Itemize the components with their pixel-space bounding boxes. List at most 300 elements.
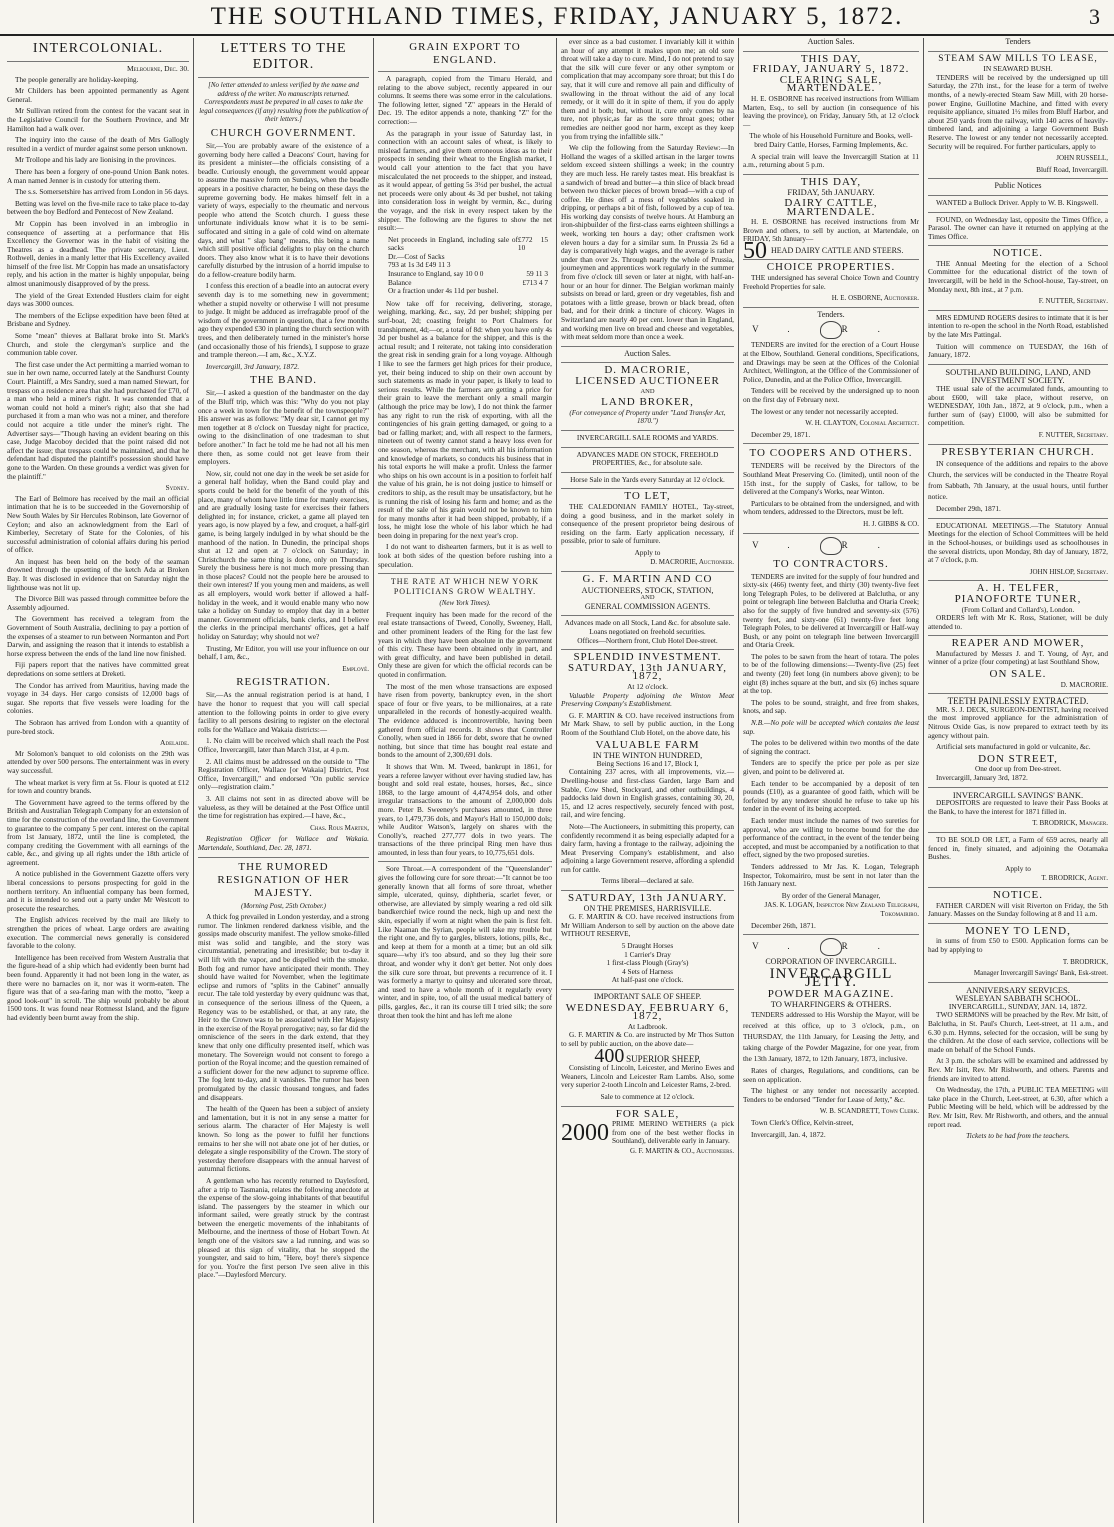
divider (743, 307, 919, 308)
account-rows (388, 236, 548, 296)
ad-text: At Ladbrook. (627, 1021, 668, 1031)
paragraph: Mr Childers has been appointed permanently as Agent General. (7, 86, 189, 104)
paragraph: A notice published in the Government Gazette offers very liberal concessions to persons prospecting for gold in the northern territory. An influential company has been formed, and it is intended to send out a party under Mr Westcott to prosecute the researches. (7, 869, 189, 913)
dateline: Melbourne, Dec. 30. (126, 64, 189, 73)
paragraph: As the paragraph in your issue of Saturday last, in connection with an account sales of wheat, is likely to mislead farmers, and give them erroneous ideas as to their prospects in sending their wheat to the English market, I would call your attention to the fact that you have miscalculated the net proceeds to the shipper, and instead, as it would appear, of getting 5s 3½d per bushel, the actual net proceeds were only about 4s 3d per bushel, not taking into consideration loss in weight by vermin, &c., during the voyage, and the risk in every respect taken by the shipper. The following are the figures to show the net result:— (378, 128, 552, 233)
ad-text: At 3 p.m. the scholars will be examined and addressed by Rev. Mr Isitt, Rev. Mr Rishworth, and others. Parents and friends are invited to attend. (928, 1056, 1108, 1083)
paragraph: Sir,—As the annual registration period is at hand, I have the honor to request that you will call special attention to the following points in order to give every facility to all persons desiring to register on the electoral rolls for the Wallace and Wakaia districts:— (198, 690, 369, 734)
ad-heading: TEETH PAINLESSLY EXTRACTED. (947, 696, 1089, 707)
column-public-notices (925, 38, 1111, 1523)
letter-date: Invercargill, 3rd January, 1872. (206, 361, 300, 371)
ad-text: TENDERS are invited for the supply of four hundred and sixty-six (466) twenty feet, and thirty (30) twenty-five feet long Telegraph Poles, to be delivered at Balclutha, or any point or telegraph line between Balclutha and Otaria Creek; also for the supply of five hundred and seventy-six (576) twenty feet, and sixty-one (61) twenty-five feet long Telegraph Poles, to be delivered at Invercargill or Half-way Bush, or any point on telegraph line between Invercargill and Otaria Creek. (743, 571, 919, 650)
divider (928, 832, 1108, 833)
ad-text: H. E. OSBORNE has received instructions from William Marten, Esq., to sell by auction (in consequence of his leaving the province), on Friday, January 5th, at 12 o'clock— (743, 93, 919, 129)
paragraph: The people generally are holiday-keeping. (15, 74, 139, 84)
column-auctions (558, 38, 737, 1523)
paragraph: Frequent inquiry has been made for the record of the real estate transactions of Tweed, Conolly, Sweeney, Hall, and other prominent leaders of the Ring for the last few years in which they have been absolute in the government of this city. These have been obtained only in part, and with great difficulty, and have been published in detail. Only these are given for which the official records can be quoted in confirmation. (378, 609, 552, 679)
section-heading: INTERCOLONIAL. (32, 41, 164, 56)
ad-signature: T. BRODRICK, (1062, 957, 1108, 966)
paragraph-list (198, 913, 369, 1280)
paragraph-list (7, 495, 189, 736)
ad-heading: LICENSED AUCTIONEER (575, 374, 720, 387)
divider (561, 472, 734, 473)
paragraph: Fiji papers report that the natives have committed great depredations on some settlers at Dreketi. (7, 660, 189, 678)
letter-heading: THE BAND. (249, 374, 318, 387)
ad-signature: H. J. GIBBS & CO. (863, 519, 919, 528)
divider (561, 362, 734, 363)
paragraph: 3. All claims not sent in as directed above will be valueless, as they will be detained at the Post Office until the time for registration has expired.—I have, &c., (198, 793, 369, 821)
ad-text: The highest or any tender not necessarily accepted. Tenders to be endorsed "Tender for Lease of Jetty," &c. (743, 1086, 919, 1104)
ad-text: THE Annual Meeting for the election of a School Committee for the educational district of the town of Invercargill, will be held in the School-house, Tay-street, on Monday next, 8th inst., at 7 p.m. (928, 258, 1108, 294)
ad-text: FOUND, on Wednesday last, opposite the Times Office, a Parasol. The owner can have it returned on applying at the Times Office. (928, 214, 1108, 241)
paragraph-list (198, 691, 369, 820)
ad-text: Tuition will commence on TUESDAY, the 16th of January, 1872. (928, 341, 1108, 360)
paragraph: Now, sir, could not one day in the week be set aside for a general half holiday, when the Band could play and sports could be held for the benefit of the youth of this place, many of whom have little time for manly exercises, and are gradually losing taste for exercises their fathers delighted in; for instance, cricket, a game all played ten years ago, is now played by a few, and croquet, a half-girl game, is being largely indulged in by what should be the manhood of the nation. In Dunedin, the principal shops shut at 12 and open at 7 o'clock on Saturday; in Christchurch the same thing is done, only on Thursday. Surely the business here is not much more pressing than in those places? Could not the people here be aroused to their own interest? If you young men and maidens, as well as all employers, would work better if allowed a half-holiday in the week, and it would enable many who now take a holiday on Sunday to employ that day in a better manner. Government officials, bank clerks, and I believe the clerks in the principal merchants' offices, get a half holiday on Saturday; why should not we? (198, 468, 369, 642)
paragraph: The Divorce Bill was passed through committee before the Assembly adjourned. (7, 594, 189, 612)
paragraph-list (198, 389, 369, 661)
ad-heading: REAPER AND MOWER, (951, 637, 1085, 650)
ad-text: Particulars to be obtained from the undersigned, and with whom tenders, addressed to the Directors, must be left. (743, 498, 919, 517)
royal-seal-icon: V. R. (743, 938, 919, 956)
account-item: Net proceeds in England, including sale of sacks (388, 234, 518, 253)
ad-text: TENDERS are invited for the erection of a Court House at the Elbow, Southland. General conditions, Specifications, and Drawings may be seen at the Offices of the Colonial Architect, Wellington, at the Office of the Commissioner of Police, Dunedin, and at the Police Office, Invercargill. (743, 340, 919, 384)
paragraph-list (198, 142, 369, 360)
section-label: Tenders. (817, 309, 845, 319)
ad-heading: ON THE PREMISES, HARRISVILLE. (583, 903, 712, 913)
ad-signature: W. B. SCANDRETT, Town Clerk. (819, 1107, 919, 1116)
paragraph: I do not want to dishearten farmers, but it is as well to look at both sides of the question before rushing into a speculation. (378, 542, 552, 569)
letter-signature-title: Registration Officer for Wallace and Wakaia. Martendale, Southland, Dec. 28, 1871. (198, 834, 369, 852)
ad-heading: CORPORATION OF INVERCARGILL. (765, 957, 897, 967)
ad-heading: SATURDAY, 13th JANUARY, 1872, (567, 661, 728, 683)
ad-text: Tenders addressed to Mr Jas. K. Logan, Telegraph Inspector, Tokomairiro, must be sent in not later than the 16th January next. (743, 861, 919, 889)
ad-heading: TO CONTRACTORS. (773, 557, 889, 570)
ad-text: By order of the General Manager, (781, 890, 881, 900)
royal-seal-icon: V. R. (743, 321, 919, 339)
divider (928, 693, 1108, 694)
ad-text: The lowest or any tender not necessarily accepted. (751, 406, 899, 416)
ad-heading: VALUABLE FARM (595, 738, 700, 751)
ad-heading: CHOICE PROPERTIES. (766, 261, 896, 274)
column-rule (193, 38, 194, 1523)
ad-text: ORDERS left with Mr K. Ross, Stationer, will be duly attended to. (928, 613, 1108, 631)
paragraph: The inquiry into the cause of the death of Mrs Gallogly resulted in a verdict of murder against some person unknown. (7, 135, 189, 153)
paragraph-list (378, 611, 552, 858)
ad-date: December 26th, 1871. (751, 920, 816, 930)
ad-signature: T. BRODRICK, Agent. (1041, 874, 1108, 883)
divider (561, 989, 734, 990)
ad-text: THE usual sale of the accumulated funds, amounting to about £600, will take place, without reserve, on WEDNESDAY, 10th Jan., 1872, at 9 o'clock, p.m., when a further sum of (say) £1000, will also be submitted for competition. (928, 384, 1108, 428)
ad-text: Consisting of Lincoln, Leicester, and Merino Ewes and Weaners, Lincoln and Leicester Ram Lambs. Also, some very superior 2-tooth Lincoln and Leicester Rams, 2-bred. (561, 1063, 734, 1090)
account-amount: £772 15 10 (517, 234, 548, 253)
paragraph: The yield of the Great Extended Hustlers claim for eight days was 3000 ounces. (7, 290, 189, 309)
ad-heading: TO LET, (624, 490, 671, 503)
paragraph: The Earl of Belmore has received by the mail an official intimation that he is to be succeeded in the Governorship of New South Wales by Sir Hercules Robinson, late Governor of Ceylon; and also an acknowledgment from the Earl of Kimberley, Secretary of State for the Colonies, of his successful administration of colonial affairs during his period of office. (7, 493, 189, 555)
column-rule (556, 38, 557, 1523)
ad-heading: IMPORTANT SALE OF SHEEP. (593, 992, 702, 1001)
paragraph: The Government has received a telegram from the Government of South Australia, declining to pay a portion of the expenses of a steamer to run between Normanton and Port Darwin, and assigning the reason that it intends to establish a horse express between the ends of the land line now finished. (7, 614, 189, 658)
divider (561, 890, 734, 891)
ad-text: in sums of from £50 to £500. Application forms can be had by applying to (928, 936, 1108, 954)
ad-text: The poles to be delivered within two months of the date of signing the contract. (743, 738, 919, 756)
ad-text: MRS EDMUND ROGERS desires to intimate that it is her intention to re-open the school in the North Road, established by the late Mrs Pattingal. (928, 312, 1108, 340)
paragraph-list (378, 865, 552, 1020)
ad-heading: G. F. MARTIN AND CO (582, 573, 713, 586)
paragraph: The s.s. Somersetshire has arrived from London in 56 days. (15, 187, 189, 197)
ad-heading: AUCTIONEERS, STOCK, STATION, (581, 584, 714, 595)
ad-text: Horse Sale in the Yards every Saturday at 12 o'clock. (570, 474, 725, 484)
divider (928, 51, 1108, 52)
divider (378, 861, 552, 862)
account-row (388, 236, 548, 253)
ad-text: The poles to be sound, straight, and free from shakes, knots, and sap. (743, 697, 919, 716)
ad-heading: A. H. TELFER, (976, 582, 1060, 595)
ad-heading: THIS DAY, (800, 52, 862, 65)
ad-heading: HEAD DAIRY CATTLE AND STEERS. (771, 245, 904, 255)
divider (743, 259, 919, 260)
ad-text: Tickets to be had from the teachers. (966, 1131, 1070, 1141)
account-item: Insurance to England, say 10 0 0 (388, 269, 484, 279)
ad-text: WANTED a Bullock Driver. Apply to W. B. Kingswell. (936, 197, 1099, 207)
ad-text: (From Collard and Collard's), London. (961, 604, 1075, 614)
letter-signature: Employé. (342, 664, 369, 673)
ad-signature: JOHN HISLOP, Secretary. (1029, 567, 1108, 576)
ad-heading: FRIDAY, JANUARY 5, 1872. (752, 63, 910, 76)
paragraph: A thick fog prevailed in London yesterday, and a strong rumor. The linkmen rendered darkness visible, and the gossips made obscurity manifest. The yellow smoke-filled mist was solid and tangible, and the story was circumstantial, penetrating and irresistible; but to-day it will lift with the vapor, and be dispelled with the smoke. Both fog and rumor have anticipated their month. They should have waited for November, when the legitimate eclipse and rumors of "splits in the Cabinet" annually recur. The tale told yesterday by every quidnunc was that, in consequence of the serious illness of the Queen, a Regency was to be established, or that, at any rate, the Heir to the Crown was to be associated with Her Majesty in the exercise of the Royal prerogative; nay, so far did the omniscience of the seers in the dark extend, that they knew that only one difficulty presented itself, which was monetary. The Sovereign would not consent to forego a portion of the Royal income; and the question remained of a sufficient dower for the new adjunct to supreme office. The fog lent to-day, and it vanishes. The rumor has been promulgated by the classic thousand tongues, and fades and disappears. (198, 912, 369, 1102)
paragraph: Betting was level on the five-mile race to take place to-day between the boy Bedford and Pentecost of New Zealand. (7, 198, 189, 217)
ad-signature: D. MACRORIE, Auctioneer. (650, 558, 734, 567)
paragraph: The wheat market is very firm at 5s. Flour is quoted at £12 for town and country brands. (7, 777, 189, 796)
ad-heading: GENERAL COMMISSION AGENTS. (584, 601, 711, 611)
ad-text: Loans negotiated on freehold securities. (589, 627, 706, 637)
ad-text: Each tender to be accompanied by a deposit of ten pounds (£10), as a guarantee of good faith, which will be forfeited by any tenderer should he refuse to take up his tender in the event of its being accepted. (743, 778, 919, 814)
paragraph: The English advices received by the mail are likely to strengthen the prices of wheat. Large orders are awaiting execution. The commercial news generally is considered favorable to the colony. (7, 915, 189, 951)
ad-text: Bluff Road, Invercargill. (1036, 164, 1108, 174)
ad-heading: IN SEAWARD BUSH. (983, 64, 1053, 74)
ad-heading: SATURDAY, 13th JANUARY. (567, 892, 728, 905)
section-label: Auction Sales. (624, 348, 671, 358)
ad-heading: DON STREET, (978, 752, 1058, 765)
paragraph: An inquest has been held on the body of the seaman drowned through the upsetting of the ketch Ada at Broken Bay. It was disclosed in evidence that on Saturday night the lighthouse was not lit up. (7, 556, 189, 592)
paragraph: The members of the Eclipse expedition have been fêted at Brisbane and Sydney. (7, 310, 189, 329)
ad-date: December 29, 1871. (751, 429, 811, 439)
paragraph: Mr Sullivan retired from the contest for the vacant seat in the Legislative Council for the Southern Province, and Mr Hamilton had a walk over. (7, 106, 189, 133)
page-number: 3 (1089, 4, 1100, 29)
ad-text: Tenders are to specify the price per pole as per size given, and point to be delivered at. (743, 758, 919, 776)
ad-text: THE CALEDONIAN FAMILY HOTEL, Tay-street, doing a good business, and in the market solely in consequence of the present proprietor being desirous of residing on the farm. Early application necessary, if possible, prior to sale of furniture. (561, 501, 734, 546)
ad-text: ADVANCES MADE ON STOCK, FREEHOLD PROPERTIES, &c., for absolute sale. (576, 449, 719, 468)
account-table (388, 236, 548, 296)
divider (928, 444, 1108, 445)
divider (928, 212, 1108, 213)
paragraph: The Condor has arrived from Mauritius, having made the voyage in 34 days. Her cargo consists of 12,000 bags of sugar. She reports that five vessels were loading for the colonies. (7, 680, 189, 716)
ad-date: Invercargill, Jan. 4, 1872. (751, 1129, 826, 1139)
ad-text: A special train will leave the Invercargill Station at 11 a.m., returning about 5 p.m. (743, 151, 919, 170)
paragraph: It shows that Wm. M. Tweed, bankrupt in 1861, for years a referee lawyer without ever having studied law, has bought and sold real estate, houses, horses, &c., since 1868, to the large amount of 4,474,954 dols, and other irregular transactions to the amount of 2,000,000 dols more. Peter B. Sweeney's purchases amounted, in three years, to 1,479,736 dols, and Mayor's Hall to 150,000 dols; while Auditor Watson's, largely on shares with the Conolly's, reached 277,777 dols in two years. The transactions of the three principal Ring men have thus amounted, in less than four years, to 10,775,651 dols. (378, 761, 552, 857)
newspaper-title: THE SOUTHLAND TIMES, FRIDAY, JANUARY 5, 1872. (210, 3, 904, 30)
account-amount: 59 11 3 (526, 269, 548, 279)
ad-heading: FRIDAY, 5th JANUARY. (787, 187, 875, 198)
divider (928, 245, 1108, 246)
ad-text: Apply to (1005, 863, 1031, 873)
divider (378, 71, 552, 72)
ad-text: IN consequence of the additions and repairs to the above Church, the services will be conducted in the Theatre Royal from Sabbath, 7th January, at the usual hours, until further notice. (928, 459, 1108, 502)
paragraph-list (378, 300, 552, 569)
ad-heading: WESLEYAN SABBATH SCHOOL. (955, 993, 1081, 1004)
paragraph: A paragraph, copied from the Timaru Herald, and relating to the above subject, recently appeared in our columns. It seems there was some error in the calculations. The following letter, signed "Z" appears in the Herald of Dec. 19. The editor appends a note, thanking "Z" for the correction:— (378, 74, 552, 126)
paragraph: Trusting, Mr Editor, you will use your influence on our behalf, I am, &c., (198, 643, 369, 662)
ad-signature: G. F. MARTIN & CO., Auctioneers. (629, 1146, 734, 1155)
column-tenders (740, 38, 922, 1523)
ad-text: Manufactured by Messrs J. and T. Young, of Ayr, and winner of a prize (four competing) at last Southland Show, (928, 648, 1108, 667)
divider (928, 364, 1108, 365)
paragraph: Some "mean" thieves at Ballarat broke into St. Mark's Church, and stole the clergyman's surplice and the communion table cover. (7, 331, 189, 358)
paragraph: Intelligence has been received from Western Australia that the figure-head of a ship which had evidently been burnt had been found. Apparently it had not been long in the water, as there were no barnacles on it, nor was it worm-eaten. The figure was that of a sea-faring man with the motto, "keep a good look-out" in scroll. The ship would probably be about 1500 tons. It was found near Rottnesst Island, and the figure had evidently been burnt away from the ship. (7, 952, 189, 1022)
paragraph: Sir,—You are probably aware of the existence of a governing body here called a Deacons' Court, having for its president a minister—the officials consisting of a beadle. Curiously enough, the government would appear to assume the massive form on Sundays, when the beadle appears in a positive character, he being on these days the supreme governing body. He makes himself felt in a variety of ways, especially to the rheumatic and nervous people who attend the Scotch church. I guess these unfortunate individuals know what it is to be semi-suffocated and sitting in a gale of cold wind on alternate days, and what " slap bang" means, this being a name which still positive official delights to play on the church doors. They also know what it is to have their devotions carefully disturbed by the intrusion of a horrid impulse to do a fellow-creature bodily harm. (198, 140, 369, 279)
masthead (0, 0, 1114, 36)
ad-heading: SOUTHLAND BUILDING, LAND, AND INVESTMENT SOCIETY. (945, 366, 1091, 386)
divider (743, 51, 919, 52)
ad-text: AND (640, 594, 655, 602)
ad-text: Sale to commence at 12 o'clock. (600, 1091, 695, 1101)
royal-seal-icon: V. R. (743, 537, 919, 555)
ad-text: EDUCATIONAL MEETINGS.—The Statutory Annual Meetings for the election of School Committees will be held in the School-houses, or buildings used as schoolhouses in the several districts, upon Monday, 8th day of January, 1872, at 7 o'clock, p.m. (928, 520, 1108, 565)
account-item: Or a fraction under 4s 11d per bushel. (388, 286, 499, 296)
paragraph: ever since as a bad customer. I invariably kill it within an hour of any attempt it makes upon me; an old sore throat will take a day to cure. Mind, I do not pretend to say that the silk will cure fever or any other symptom or complication that may accompany sore throat; but this I do say, that it will cure and remove all pain and difficulty of swallowing in the throat without the aid of any local remedy, or it will do it in spite of them, if you do apply them and it both; but, without it, cure only comes by na ture, not physic,as far as the sore throat goes; other remedies are neither good nor harm, except as they keep you from trying the infallible silk." (561, 38, 734, 141)
account-item: Dr.—Cost of Sacks (388, 251, 445, 261)
divider (378, 573, 552, 574)
ad-heading: NOTICE. (992, 247, 1044, 260)
ad-text: Town Clerk's Office, Kelvin-street, (751, 1118, 854, 1128)
ad-text: Artificial sets manufactured in gold or vulcanite, &c. (936, 742, 1091, 752)
column-rule (373, 38, 374, 1523)
ad-heading: LAND BROKER, (601, 396, 694, 409)
ad-text: G. F. MARTIN & Co. are instructed by Mr Thos Sutton to sell by public auction, on the above date— (561, 1030, 734, 1048)
ad-signature: H. E. OSBORNE, Auctioneer. (831, 294, 919, 303)
ad-text: Being Sections 16 and 17, Block I, (596, 758, 699, 768)
ad-text: H. E. OSBORNE has received instructions from Mr Brown and others, to sell by auction, at Martendale, on FRIDAY, 5th January— (743, 217, 919, 244)
ad-text: Terms liberal—declared at sale. (601, 876, 694, 886)
ad-text: The whole of his Household Furniture and Books, well-bred Dairy Cattle, Horses, Farming Implements, &c. (749, 131, 913, 149)
divider (561, 571, 734, 572)
paragraph: We clip the following from the Saturday Review:—In Holland the wages of a skilled artisan in the larger towns seldom exceed sixteen shillings a week; in the country they are much less. He rarely tastes meat. His breakfast is a sandwich of bread and butter—a thin slice of black bread between two thicker pieces of brown bread—with a cup of coffee. He dines off a mess of vegetables soaked in dripping, or perhaps a bit of fish, followed by a cup of tea. His working day consists of twelve hours. At Hamburg an iron-shipbuilder of the first-class earns eighteen shillings a week, working ten hours a day; other craftsmen work eleven hours a day for a similar sum. In Prussia 2s 6d a day is comparatively high wages, and the average is rather under than over 2s. Through nearly the whole of Prussia, journeymen and apprentices work regularly in the summer from five o'clock till seven or later at night, with half-an-hour or an hour for dinner. The Belgian workman mainly subsists on bread or lard, green or dry vegetables, fish and potatoes with a little grease, brown or black bread, often bad, and for their drink a tincture of chicory. Wages in Switzerland are nearly 40 per cent. lower than in England, and working men live on bread and cheese and vegetables, with meat seldom more than once a week. (561, 143, 734, 342)
divider (743, 934, 919, 935)
ad-text: At half-past one o'clock. (611, 975, 684, 985)
ad-text: Valuable Property adjoining the Winton Meat Preserving Company's Establishment. (561, 690, 734, 709)
ad-text: One door up from Dee-street. (974, 764, 1062, 774)
ad-text: MR. S. J. DECK, SURGEON-DENTIST, having received the most improved appliance for the administration of Nitrous Oxide Gas, is now prepared to extract teeth by its agency without pain. (928, 704, 1108, 740)
paragraph-list (561, 38, 734, 342)
divider (198, 77, 369, 78)
divider (7, 61, 189, 62)
ad-text: TENDERS will be received by the Directors of the Southland Meat Preserving Co. (limited), until noon of the 15th inst., for the supply of Casks, for tallow, to be delivered at the Company's Works, near Winton. (743, 461, 919, 497)
divider (561, 430, 734, 431)
cattle-count: 50 (743, 237, 767, 264)
divider (561, 615, 734, 616)
ad-heading: DAIRY CATTLE, MARTENDALE. (784, 196, 878, 218)
paragraph: Now take off for receiving, delivering, storage, weighing, marking, &c., say, 2d per bushel; shipping per surf-boat, 2d; coasting freight to Port Chalmers for transhipment, 4d;—or, a total of 8d: when you have only 4s 3d per bushel as a balance for the shipper, and this is the actual result; and I reiterate, not taking into consideration the great risk in sending grain for a long voyage. Although I like to see the farmers get high prices for their produce, yet, their being induced to ship on their own account by such statements as made in your paper, is likely to lead to serious results. While the farmers are getting a price for their grain to leave the merchant only a small margin (although the price may be low), I do not think the farmer has any right to run the risk of exporting, with all the contingencies of his grain getting damaged, or going to a bad or falling market; and, with all respect to the farmers, nineteen out of twenty cannot stand a heavy loss even for one season, whereas the merchant, with all his information and knowledge of markets, so conducts his business that in his total exports he will make a profit. Unless the farmer who ships on his own account is in a position to forfeit half the value of his grain, he is not doing justice to himself or creditors to ship, as the result may be unsatisfactory, but he is running the risk of losing his farm and home; and as the result of the sale of his grain would not be known to him for many months after it had been shipped, probably, if a loss, he might lose the whole of his labor which he had been doing in preparing for the next year's crop. (378, 298, 552, 540)
ad-signature: JAS. K. LOGAN, Inspector New Zealand Telegraph, Tokomairiro. (764, 901, 919, 918)
divider (198, 857, 369, 858)
paragraph: 1 Carrier's Dray (624, 949, 671, 959)
divider (561, 649, 734, 650)
ad-date: December 29th, 1871. (936, 504, 1001, 514)
divider (561, 488, 734, 489)
paragraph: A gentleman who has recently returned to Daylesford, after a trip to Tasmania, relates the following anecdote at the expense of the slow-going inhabitants of that beautiful island. The passengers by the steamer in which our informant sailed, were greatly struck by the contrast between the energetic movements of the inhabitants of Melbourne, and the inertness of those of Hobart Town. At length one of the visitors saw a lad running, and was so pleased at this sign of vitality, that he stopped the youngster, and said to him, "Here, boy! there's sixpence for you. You're the first person I've seen alive in this place."—Daylesford Mercury. (198, 1175, 369, 1280)
section-label: Tenders (1005, 38, 1031, 46)
ad-date: Invercargill, January 3rd, 1872. (936, 773, 1028, 782)
sheep-count: 400 (594, 1044, 625, 1067)
paragraph: Sore Throat.—A correspondent of the "Queenslander" gives the following cure for sore throat:—"It cannot be too generally known that all forms of sore throat, whether simple, ulcerated, quinsy, diphtheria, scarlet fever, or otherwise, are alleviated by simply wearing a red old silk bandkerchief twice round the neck, high up and next the skin, especially if worn at night when the pain is first felt. Like Naaman the Syrian, people will take my trouble but the right one, and fly to gargles, blisters, lotions, pills, &c., and keep at them for a month at a time; but an old silk square—why it's too absurd, and so they lug their sore throat, and wonder why it don't get better. Not only does the silk cure sore throat, but prevents a recurrence of it. I was formerly a martyr to quinsy and ulcerated sore throat, and used to have a whole month of it regularly every winter, and in spite, too, of all the usual medical battery of pills, gargles, &c., it ran its course till I tried silk; the sore throat then took the hint and has left me alone (378, 864, 552, 1020)
ad-signature: W. H. CLAYTON, Colonial Architect. (805, 419, 919, 428)
ad-heading: THIS DAY, (800, 175, 862, 188)
ad-text: FATHER CARDEN will visit Riverton on Friday, the 5th January. Masses on the Sunday following at 8 and 11 a.m. (928, 900, 1108, 919)
column-intercolonial (4, 38, 192, 1523)
article-heading: THE RATE AT WHICH NEW YORK POLITICIANS GROW WEALTHY. (390, 577, 540, 597)
dateline: Adelaide. (160, 738, 189, 748)
ad-heading: PRESBYTERIAN CHURCH. (941, 445, 1095, 458)
paragraph: The first case under the Act permitting a married woman to sue in her own name, occurred lately at the Sandhurst County Court. Plaintiff, a Mrs Sandry, sued a man named Stewart, for trespass on a residence area that she had purchased for £70, of a man who held a miner's right. It was contended that a woman could not hold a miner's right; also that she had purchased it from a man who was not a miner, and therefore could not acquire a title under the miner's right. The Advertiser says—"Though having an evident bearing on this case, Judge Macoboy decided that the point raised did not affect the issue; that trespass could be maintained, and that he defendant had disputed the plaintiff's possession should have gone to the Warden. On these grounds a verdict was given for the plaintiff." (7, 359, 189, 481)
ad-text: The poles to be sawn from the heart of totara. The poles to be of the following dimensions:—Twenty-five (25) feet and twenty (20) feet long (in numbers above given); to be eight (8) inches square at the butt, and six (6) inches square at the top. (743, 651, 919, 696)
ad-heading: INVERCARGILL SAVINGS' BANK. (952, 789, 1084, 800)
divider (928, 195, 1108, 196)
letter-heading: REGISTRATION. (236, 676, 331, 689)
paragraph: The most of the men whose transactions are exposed have risen from poverty, bankruptcy even, in the short space of four or five years, to be millionaires, at a rate unparalleled in the records of honestly-acquired wealth. The evidence adduced is incontrovertible, having been gathered from official records. It shows that Controller Conolly, when sued in 1866 for debt, swore that he owned nothing, but since that time has bought real estate and bonds to the amount of 2,300,691 dols. (378, 681, 552, 760)
paragraph: The Sobraon has arrived from London with a quantity of pure-bred stock. (7, 717, 189, 736)
ad-heading: SUPERIOR SHEEP, (626, 1053, 701, 1064)
ad-text: Each tender must include the names of two sureties for approval, who are willing to become bound for the due performance of the contract, in the event of the tender being accepted, and must be accompanied by a notification to that effect, signed by the two proposed sureties. (743, 815, 919, 860)
ad-signature: F. NUTTER, Secretary. (1038, 297, 1108, 306)
ad-text: N.B.—No pole will be accepted which contains the least sap. (743, 718, 919, 736)
paragraph: Mr Solomon's banquet to old colonists on the 29th was attended by over 500 persons. The entertainment was in every way successful. (7, 748, 189, 775)
paragraph: 1. No claim will be received which shall reach the Post Office, Invercargill, later than March 31st, at 4 p.m. (198, 736, 369, 754)
ad-text: G. F. MARTIN & CO. have received instructions from Mr William Anderson to sell by auction on the above date WITHOUT RESERVE, (561, 912, 734, 939)
paragraph: The Government have agreed to the terms offered by the British and Australian Telegraph Company for an extension of time for the construction of the overland line, the Government to guarantee to the company 5 per cent. interest on the capital from 1st January, 1872, until the line is completed, the company crediting the Government with all earnings of the cable, &c., and giving up all rights under the 18th article of agreement. (7, 797, 189, 867)
article-heading: THE RUMORED RESIGNATION OF HER MAJESTY. (217, 860, 350, 899)
ad-text: INVERCARGILL SALE ROOMS and YARDS. (576, 432, 719, 442)
ad-signature: JOHN RUSSELL, (1056, 154, 1108, 163)
ad-heading: D. MACRORIE, (604, 364, 691, 377)
ad-text: AND (640, 387, 655, 395)
article-source: (New York Times). (439, 599, 491, 608)
ad-text: Advances made on all Stock, Land &c. for absolute sale. (564, 618, 731, 628)
ad-heading: STEAM SAW MILLS TO LEASE, (938, 53, 1098, 64)
editor-disclaimer: [No letter attended to unless verified by the name and address of the writer. No manuscripts returned. Correspondents must be prepared in all cases to take the legal consequences (if any) resulting from the publication of their letters.] (199, 81, 368, 124)
ad-text: TENDERS addressed to His Worship the Mayor, will be received at this office, up to 3 o'clock, p.m., on THURSDAY, the 11th January, for Leasing the Jetty, and taking charge of the Powder Magazine, for one year, from the 13th January, 1872, to 12th January, 1873, inclusive. (743, 1010, 919, 1064)
ad-text: DEPOSITORS are requested to leave their Pass Books at the Bank, to have the interest for 1871 filled in. (928, 798, 1108, 816)
section-label: Public Notices (994, 181, 1042, 191)
ad-signature: F. NUTTER, Secretary. (1038, 430, 1108, 439)
divider (928, 982, 1108, 983)
ad-text: Manager Invercargill Savings' Bank, Esk-street. (973, 969, 1108, 978)
divider (561, 346, 734, 347)
ad-heading: TO COOPERS AND OTHERS. (749, 447, 913, 460)
ad-heading: WEDNESDAY, FEBRUARY 6, 1872, (565, 1001, 730, 1023)
divider (928, 518, 1108, 519)
divider (928, 635, 1108, 636)
ad-text: TO BE SOLD OR LET, a Farm of 659 acres, nearly all fenced in, finely situated, and adjoining the Ootamaka Bushes. (928, 834, 1108, 862)
ad-heading: CLEARING SALE, MARTENDALE. (779, 73, 883, 95)
ad-note: (For conveyance of Property under "Land Transfer Act, 1870.") (569, 408, 726, 426)
ad-signature: T. BRODRICK, Manager. (1032, 819, 1108, 828)
paragraph: 4 Sets of Harness (622, 966, 673, 976)
paragraph: 1 first-class Plough (Gray's) (606, 958, 689, 968)
ad-heading: PIANOFORTE TUNER, (954, 592, 1082, 605)
wethers-count: 2000 (561, 1119, 609, 1146)
paragraph: The health of the Queen has been a subject of anxiety and lamentation, but it is not in any sense a matter for serious alarm. The character of Her Majesty is well known. So long as the power to fulfil her functions remains to her she will not abate one jot of her duties, or delegate a single responsibility of the Crown. The story of yesterday therefore disappears with the annual harvest of autumnal fictions. (198, 1104, 369, 1174)
column-grain-export (375, 38, 555, 1523)
dateline: Sydney. (165, 483, 189, 493)
column-rule (738, 38, 739, 1523)
paragraph: 5 Draught Horses (621, 941, 674, 951)
ad-heading: IN THE WINTON HUNDRED, (592, 750, 703, 761)
paragraph: 2. All claims must be addressed on the outside to "The Registration Officer, Wallace [or Wakaia] District, Post Office, Invercargill," and endorsed "On public service only—registration claim." (198, 756, 369, 792)
paragraph: There has been a forgery of one-pound Union Bank notes. A man named Jenner is in custody for uttering them. (7, 166, 189, 185)
ad-text: On Wednesday, the 17th, a PUBLIC TEA MEETING will take place in the Church, Leet-street, at 6.30, after which a Public Meeting will be held, which will be addressed by the Rev. Mr Isitt, Rev. Mr Rishworth, and others, and the annual report read. (928, 1085, 1108, 1129)
ad-text: G. F. MARTIN & CO. have received instructions from Mr Mark Shaw, to sell by public auction, in the Long Room of the Southland Club Hotel, on the above date, his (561, 710, 734, 737)
divider (928, 787, 1108, 788)
account-row (388, 287, 548, 296)
divider (561, 447, 734, 448)
ad-signature: D. MACRORIE. (1060, 680, 1108, 689)
divider (743, 174, 919, 175)
article-source: (Morning Post, 25th October.) (241, 901, 326, 910)
paragraph: Sir,—I asked a question of the bandmaster on the day of the Bluff trip, which was this: "Why do you not play once a week in town for the benefit of the townspeople?" His answer was as follows: "My dear sir, I cannot get my men together at 8 o'clock on Tuesday night for practice, owing to the disinclination of one tradesman to shut before another." In fact he told me he had not all his men there then, as some could not get leave from their employers. (198, 388, 369, 467)
ad-heading: POWDER MAGAZINE. (767, 987, 895, 1000)
paragraph-list (7, 76, 189, 482)
letter-heading: CHURCH GOVERNMENT. (210, 126, 357, 139)
divider (928, 887, 1108, 888)
column-letters (195, 38, 372, 1523)
paragraph: Mr Trollope and his lady are lionising in the provinces. (15, 155, 176, 165)
ad-heading: INVERCARGILL, SUNDAY, JAN. 14, 1872. (948, 1001, 1088, 1011)
ad-heading: NOTICE. (992, 888, 1044, 901)
ad-text: Tenders will be received by the undersigned up to noon on the first day of February next. (743, 386, 919, 404)
ad-heading: MONEY TO LEND, (965, 924, 1071, 937)
ad-heading: TO WHARFINGERS & OTHERS. (770, 999, 892, 1010)
ad-text: TENDERS will be received by the undersigned up till Saturday, the 27th inst., for the lease for a term of twelve months, of a newly-erected Steam Saw Mill, with 20 horse-power Engine, Guillotine Machine, and fitted with every requisite appliance, situated 1½ miles from Bluff Harbor, and about 250 yards from the railway, with 140 acres of heavily-timbered land, and adjoining a large Government Bush Reserve. The lowest or any tender not necessarily accepted. Security will be required. For further particulars, apply to (928, 72, 1108, 151)
ad-heading: INVERCARGILL JETTY. (769, 965, 893, 991)
paragraph-list (378, 75, 552, 233)
column-rule (923, 38, 924, 1523)
ad-heading: ON SALE. (989, 668, 1047, 681)
account-item: 793 at 1s 3d £49 11 3 (388, 260, 451, 270)
ad-text: At 12 o'clock. (627, 682, 668, 691)
account-amount: £713 4 7 (522, 277, 548, 287)
account-item: Balance (388, 277, 412, 287)
letter-signature: Chas. Rous Marten, (310, 823, 369, 832)
ad-text: Note—The Auctioneers, in submitting this property, can confidently recommend it as being especially adapted for a dairy farm, having a frontage to the railway, adjoining the Meat Preserving Company's establishment, and also adjoining a large Government reserve, affording a splendid run for cattle. (561, 821, 734, 874)
item-list (561, 942, 734, 976)
ad-heading: ANNIVERSARY SERVICES. (966, 984, 1070, 995)
ad-heading: FOR SALE, (615, 1107, 680, 1120)
ad-text: Containing 237 acres, with all improvements, viz.—Dwelling-house and first-class Garden, large Barn and Stable, Cow Shed, Stockyard, and other outbuildings, 4 paddocks laid down in English grasses, containing 30, 20, 15, and 12 acres respectively, securely fenced with post, rail, and wire fencing. (561, 767, 734, 820)
divider (743, 443, 919, 444)
ad-text: Rates of charges, Regulations, and conditions, can be seen on application. (743, 1066, 919, 1084)
ad-text: PRIME MERINO WETHERS (a pick from one of the best wether flocks in Southland), deliverable early in January. (612, 1119, 734, 1146)
paragraph-list (7, 750, 189, 1023)
divider (561, 1106, 734, 1107)
divider (928, 310, 1108, 311)
divider (928, 923, 1108, 924)
ad-text: Offices—Northern front, Club Hotel Dee-street. (577, 635, 718, 645)
ad-heading: SPLENDID INVESTMENT. (573, 651, 722, 664)
paragraph: I confess this erection of a beadle into an autocrat every seventh day is to me something new in government; whether a stupid novelty or otherwise I will not presume to judge. It might be adduced as irrefragable proof of the wisdom of the government in question, that a few months ago they expended £30 in planting the church section with trees, and then deliberately turned in the minister's horse (and occasionally those of his friends), I suppose to graze and trample thereon.—I am, &c., X.Y.Z. (198, 281, 369, 360)
section-heading: LETTERS TO THE EDITOR. (220, 41, 347, 72)
ad-text: TWO SERMONS will be preached by the Rev. Mr Isitt, of Balclutha, in St. Paul's Church, Leet-street, at 11 a.m., and 6.30 p.m. Hymns, selected for the occasion, will be sung by the children. At the close of each service, collections will be made on behalf of the School Funds. (928, 1010, 1108, 1054)
paragraph: Mr Coppin has been involved in an imbroglio in consequence of asserting at a performance that His Excellency the Governor was in the habit of visiting the Theatres as a deadhead. The private secretary, Lieut. Rothwell, denies in a manly letter that His Excellency availed himself of the free list. Mr Coppin has made an unsatisfactory reply, and his action in the matter is highly unpopular, being almost unanimously disapproved of by the press. (7, 218, 189, 289)
divider (928, 178, 1108, 179)
